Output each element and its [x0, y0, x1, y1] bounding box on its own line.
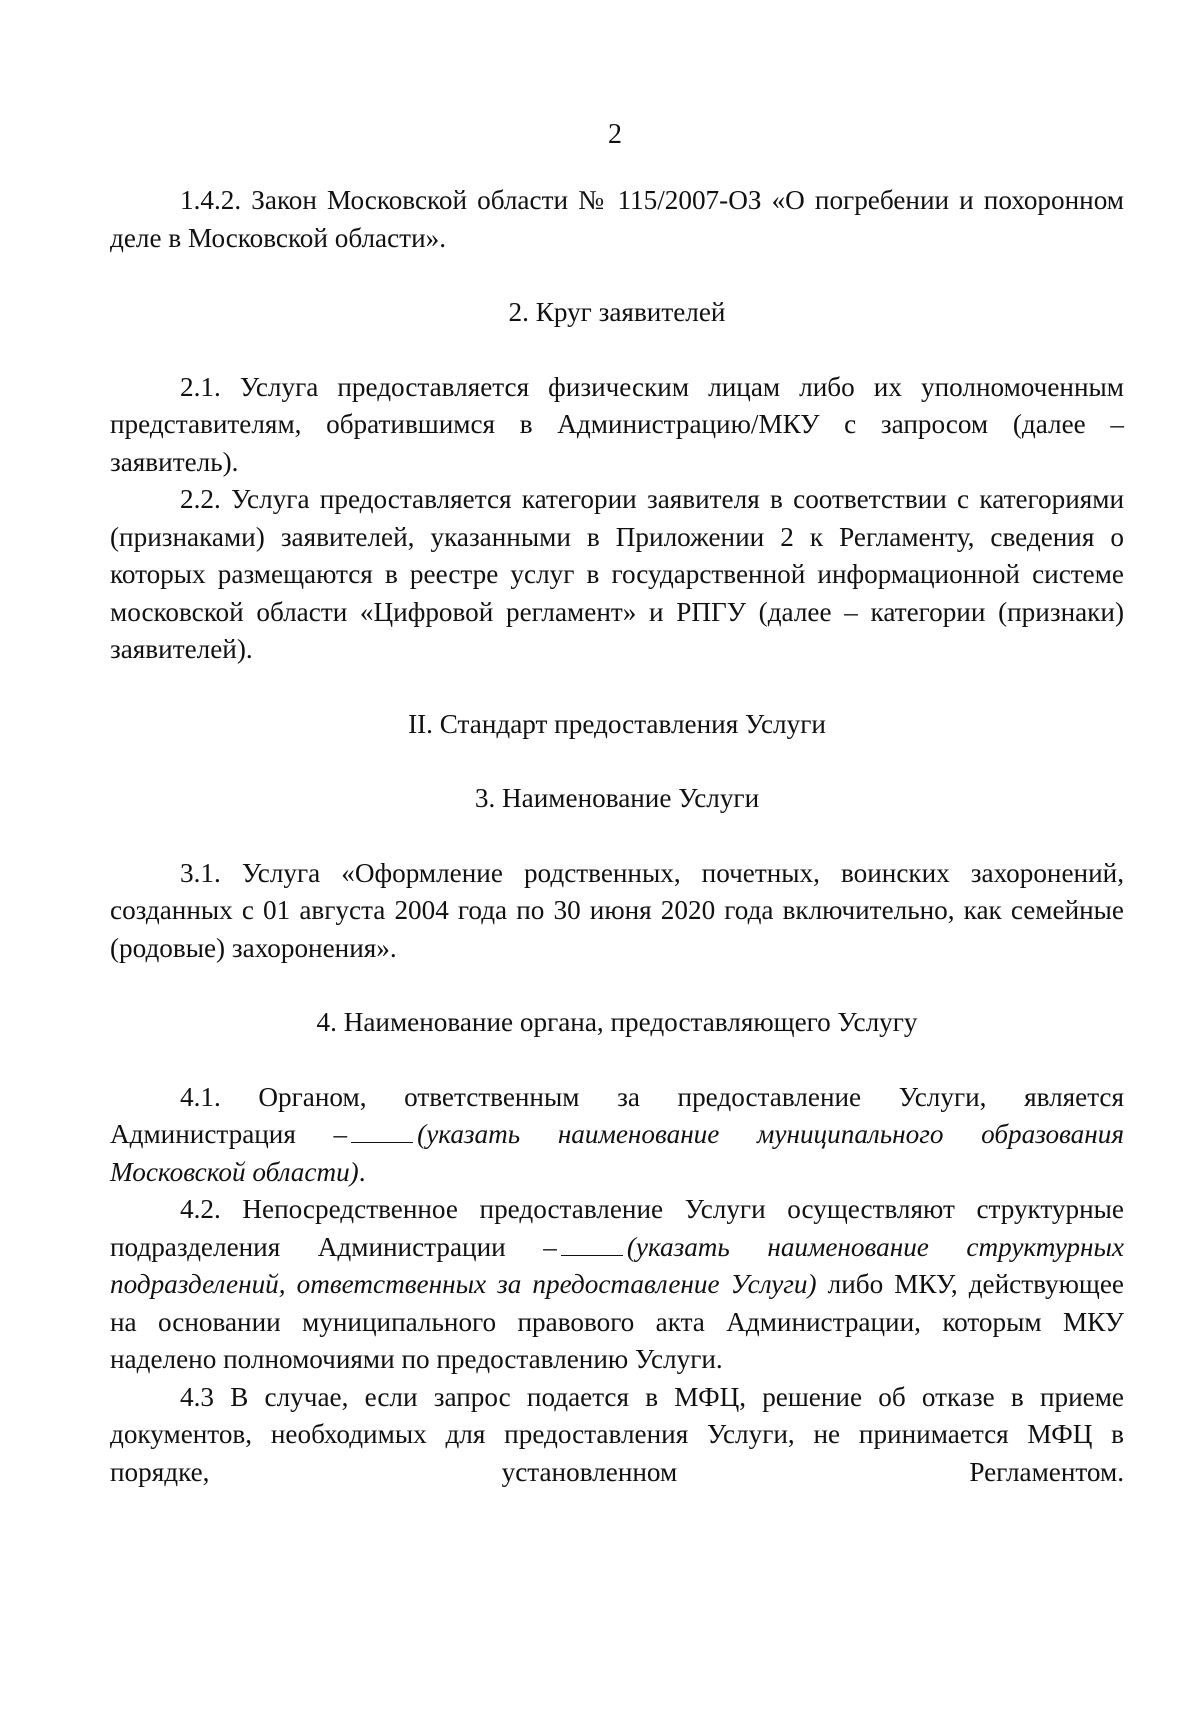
spacer	[110, 743, 1124, 780]
document-body	[110, 182, 1124, 1491]
fill-in-blank	[561, 1251, 623, 1256]
chapter-heading-ii: II. Стандарт предоставления Услуги	[408, 708, 826, 739]
section-heading-4: 4. Наименование органа, предоставляющего Услугу	[316, 1007, 918, 1037]
paragraph-4-2-instruction: (указать наименование структурных подразделений, ответственных за предоставление Услуги)	[110, 1231, 1124, 1299]
paragraph-4-1-tail: .	[358, 1156, 366, 1187]
paragraph-4-1	[110, 1079, 1124, 1192]
paragraph-4-1-instruction: (указать наименование муниципального образования Московской области)	[110, 1119, 1124, 1187]
page-number: 2	[608, 119, 622, 150]
paragraph-2-1: 2.1. Услуга предоставляется физическим лицам либо их уполномоченным представителям, обратившимся в Администрацию/МКУ с запросом (далее – заявитель).	[110, 371, 1124, 477]
section-heading-3: 3. Наименование Услуги	[474, 783, 760, 813]
spacer	[110, 332, 1124, 369]
section-heading-2: 2. Круг заявителей	[508, 297, 726, 327]
paragraph-4-3: 4.3 В случае, если запрос подается в МФЦ, решение об отказе в приеме документов, необходимых для предоставления Услуги, не принимается МФЦ в порядке, установленном Регламентом.	[110, 1381, 1124, 1487]
paragraph-4-2	[110, 1191, 1124, 1379]
paragraph-2-2: 2.2. Услуга предоставляется категории заявителя в соответствии с категориями (признаками) заявителей, указанными в Приложении 2 к Регламенту, сведения о которых размещаются в реестре услуг в государственной информационной системе московской области «Цифровой регламент» и РПГУ (далее – категории (признаки) заявителей).	[110, 484, 1124, 664]
spacer	[110, 1042, 1124, 1079]
spacer	[110, 818, 1124, 855]
spacer	[110, 257, 1124, 294]
spacer	[110, 669, 1124, 706]
paragraph-1-4-2: 1.4.2. Закон Московской области № 115/2007-ОЗ «О погребении и похоронном деле в Московской области».	[110, 185, 1124, 253]
paragraph-4-2-lead: 4.2. Непосредственное предоставление Услуги осуществляют структурные подразделения Администрации –	[110, 1194, 1124, 1262]
paragraph-3-1: 3.1. Услуга «Оформление родственных, почетных, воинских захоронений, созданных с 01 августа 2004 года по 30 июня 2020 года включительно, как семейные (родовые) захоронения».	[110, 857, 1124, 963]
paragraph-4-1-lead: 4.1. Органом, ответственным за предоставление Услуги, является Администрация –	[110, 1081, 1124, 1149]
fill-in-blank	[351, 1138, 413, 1143]
paragraph-4-2-tail: либо МКУ, действующее на основании муниципального правового акта Администрации, которым МКУ наделено полномочиями по предоставлению Услуги.	[110, 1269, 1124, 1374]
spacer	[110, 967, 1124, 1004]
